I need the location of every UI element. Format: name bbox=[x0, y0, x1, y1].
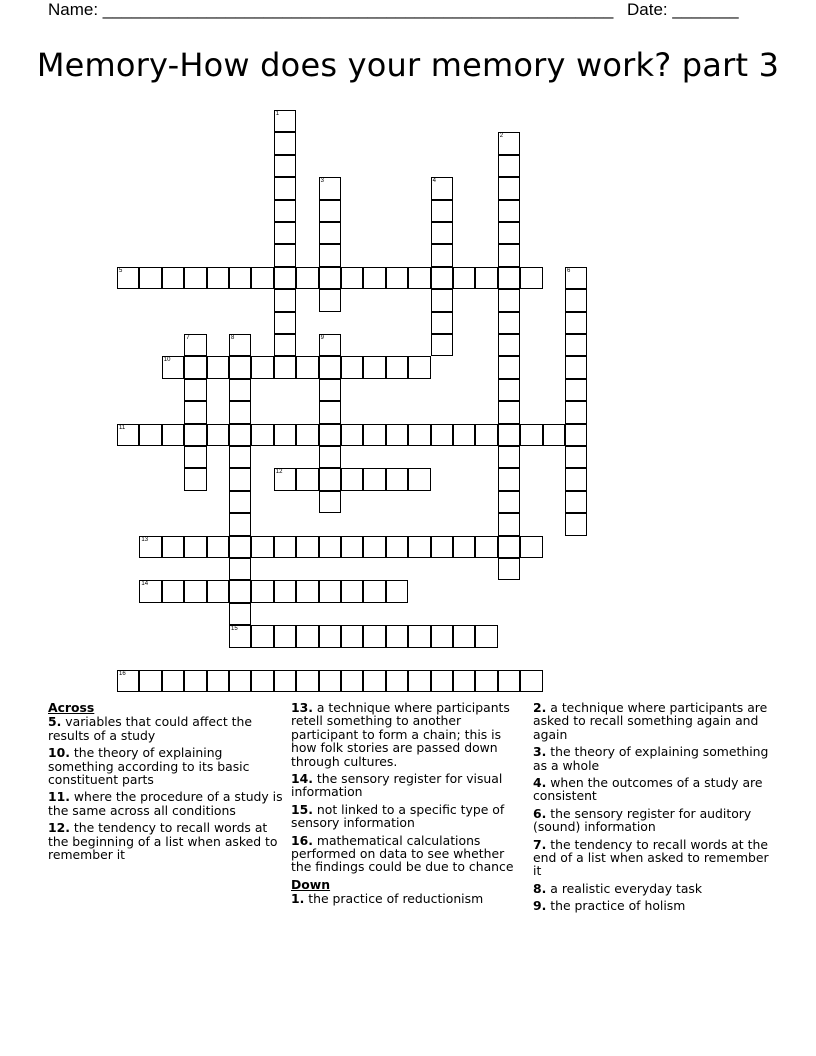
crossword-cell[interactable] bbox=[251, 536, 273, 558]
crossword-cell[interactable] bbox=[229, 603, 251, 625]
crossword-cell[interactable] bbox=[498, 155, 520, 177]
clue-item bbox=[533, 807, 769, 834]
crossword-cell[interactable] bbox=[520, 536, 542, 558]
crossword-cell[interactable] bbox=[184, 424, 206, 446]
clue-text: the theory of explaining something according to its basic constituent parts bbox=[48, 745, 250, 788]
crossword-cell[interactable] bbox=[498, 334, 520, 356]
crossword-cell[interactable] bbox=[162, 267, 184, 289]
crossword-cell[interactable] bbox=[251, 267, 273, 289]
clue-text: mathematical calculations performed on data to see whether the findings could be due to chance bbox=[291, 832, 514, 875]
page-title: Memory-How does your memory work? part 3 bbox=[36, 46, 780, 84]
crossword-cell[interactable] bbox=[184, 468, 206, 490]
clue-number-label: 5. bbox=[48, 714, 62, 730]
crossword-cell[interactable] bbox=[296, 267, 318, 289]
crossword-cell[interactable] bbox=[363, 580, 385, 602]
date-field: Date: _______ bbox=[627, 0, 739, 19]
clue-item bbox=[533, 776, 769, 803]
clue-text: the tendency to recall words at the beginning of a list when asked to remember it bbox=[48, 820, 278, 863]
crossword-cell[interactable] bbox=[431, 670, 453, 692]
crossword-cell[interactable] bbox=[498, 267, 520, 289]
crossword-cell[interactable] bbox=[431, 244, 453, 266]
crossword-cell[interactable] bbox=[319, 222, 341, 244]
crossword-cell[interactable] bbox=[319, 177, 341, 199]
clue-item bbox=[48, 790, 284, 817]
crossword-cell[interactable] bbox=[207, 536, 229, 558]
crossword-cell[interactable] bbox=[341, 424, 363, 446]
crossword-cell[interactable] bbox=[498, 132, 520, 154]
crossword-cell[interactable] bbox=[162, 356, 184, 378]
crossword-cell[interactable] bbox=[408, 267, 430, 289]
crossword-cell[interactable] bbox=[498, 558, 520, 580]
down-clue-list bbox=[291, 892, 527, 905]
crossword-cell[interactable] bbox=[498, 513, 520, 535]
crossword-cell[interactable] bbox=[274, 267, 296, 289]
crossword-cell[interactable] bbox=[319, 424, 341, 446]
crossword-cell[interactable] bbox=[296, 356, 318, 378]
crossword-cell[interactable] bbox=[341, 267, 363, 289]
crossword-cell[interactable] bbox=[453, 267, 475, 289]
clue-text: a realistic everyday task bbox=[546, 880, 703, 896]
crossword-cell[interactable] bbox=[184, 334, 206, 356]
crossword-cell[interactable] bbox=[341, 580, 363, 602]
crossword-cell[interactable] bbox=[565, 379, 587, 401]
clue-number: 8 bbox=[231, 335, 235, 341]
clue-text: the theory of explaining something as a whole bbox=[533, 744, 769, 773]
clue-number: 13 bbox=[141, 536, 149, 543]
clue-item bbox=[533, 701, 769, 741]
clue-text: the sensory register for visual information bbox=[291, 771, 503, 800]
crossword-cell[interactable] bbox=[341, 670, 363, 692]
crossword-cell[interactable] bbox=[408, 468, 430, 490]
down-clue-list-continued bbox=[533, 701, 769, 913]
crossword-cell[interactable] bbox=[117, 267, 139, 289]
crossword-cell[interactable] bbox=[498, 177, 520, 199]
crossword-cell[interactable] bbox=[475, 536, 497, 558]
clue-item bbox=[291, 772, 527, 799]
crossword-cell[interactable] bbox=[139, 670, 161, 692]
crossword-cell[interactable] bbox=[117, 424, 139, 446]
clue-item bbox=[291, 803, 527, 830]
crossword-cell[interactable] bbox=[453, 625, 475, 647]
clue-number-label: 16. bbox=[291, 832, 313, 848]
clue-number-label: 3. bbox=[533, 744, 547, 760]
crossword-cell[interactable] bbox=[162, 424, 184, 446]
clue-number: 9 bbox=[320, 335, 324, 341]
clue-text: where the procedure of a study is the same across all conditions bbox=[48, 789, 283, 818]
clue-number: 11 bbox=[119, 424, 126, 431]
crossword-cell[interactable] bbox=[274, 536, 296, 558]
crossword-cell[interactable] bbox=[319, 536, 341, 558]
crossword-cell[interactable] bbox=[274, 155, 296, 177]
crossword-cell[interactable] bbox=[229, 379, 251, 401]
clue-number: 4 bbox=[432, 178, 436, 185]
crossword-cell[interactable] bbox=[475, 424, 497, 446]
clue-number-label: 8. bbox=[533, 880, 547, 896]
crossword-cell[interactable] bbox=[453, 536, 475, 558]
crossword-cell[interactable] bbox=[363, 356, 385, 378]
crossword-cell[interactable] bbox=[139, 536, 161, 558]
crossword-cell[interactable] bbox=[453, 670, 475, 692]
clue-number-label: 11. bbox=[48, 789, 70, 805]
crossword-cell[interactable] bbox=[363, 468, 385, 490]
crossword-cell[interactable] bbox=[498, 424, 520, 446]
crossword-cell[interactable] bbox=[431, 312, 453, 334]
crossword-cell[interactable] bbox=[296, 625, 318, 647]
crossword-cell[interactable] bbox=[319, 625, 341, 647]
crossword-cell[interactable] bbox=[274, 110, 296, 132]
crossword-cell[interactable] bbox=[408, 424, 430, 446]
crossword-cell[interactable] bbox=[229, 468, 251, 490]
crossword-cell[interactable] bbox=[498, 289, 520, 311]
crossword-cell[interactable] bbox=[184, 580, 206, 602]
clue-item bbox=[48, 746, 284, 786]
crossword-cell[interactable] bbox=[229, 625, 251, 647]
clue-number-label: 7. bbox=[533, 836, 547, 852]
crossword-cell[interactable] bbox=[296, 468, 318, 490]
crossword-cell[interactable] bbox=[386, 267, 408, 289]
crossword-cell[interactable] bbox=[274, 289, 296, 311]
clue-item bbox=[291, 701, 527, 768]
crossword-cell[interactable] bbox=[319, 491, 341, 513]
crossword-cell[interactable] bbox=[498, 379, 520, 401]
clue-text: a technique where participants are asked to recall something again and again bbox=[533, 700, 768, 742]
crossword-cell[interactable] bbox=[565, 312, 587, 334]
crossword-cell[interactable] bbox=[162, 580, 184, 602]
crossword-cell[interactable] bbox=[184, 267, 206, 289]
crossword-cell[interactable] bbox=[498, 468, 520, 490]
crossword-cell[interactable] bbox=[274, 424, 296, 446]
clue-item bbox=[48, 715, 284, 742]
crossword-cell[interactable] bbox=[184, 356, 206, 378]
clue-number: 10 bbox=[163, 357, 171, 364]
crossword-cell[interactable] bbox=[363, 267, 385, 289]
crossword-cell[interactable] bbox=[431, 289, 453, 311]
crossword-cell[interactable] bbox=[319, 446, 341, 468]
crossword-cell[interactable] bbox=[498, 401, 520, 423]
crossword-cell[interactable] bbox=[520, 424, 542, 446]
crossword-cell[interactable] bbox=[386, 670, 408, 692]
clue-number: 7 bbox=[186, 335, 190, 341]
crossword-cell[interactable] bbox=[341, 356, 363, 378]
crossword-cell[interactable] bbox=[498, 244, 520, 266]
crossword-cell[interactable] bbox=[296, 580, 318, 602]
crossword-cell[interactable] bbox=[274, 200, 296, 222]
crossword-cell[interactable] bbox=[162, 670, 184, 692]
clue-text: when the outcomes of a study are consistent bbox=[533, 775, 763, 804]
clue-number-label: 12. bbox=[48, 820, 70, 836]
crossword-cell[interactable] bbox=[251, 356, 273, 378]
clue-item bbox=[291, 834, 527, 874]
crossword-cell[interactable] bbox=[565, 513, 587, 535]
crossword-cell[interactable] bbox=[341, 625, 363, 647]
crossword-cell[interactable] bbox=[274, 222, 296, 244]
crossword-cell[interactable] bbox=[207, 267, 229, 289]
crossword-cell[interactable] bbox=[565, 401, 587, 423]
clue-number: 14 bbox=[141, 581, 149, 588]
clue-number-label: 6. bbox=[533, 805, 547, 821]
crossword-cell[interactable] bbox=[498, 356, 520, 378]
crossword-cell[interactable] bbox=[341, 536, 363, 558]
crossword-cell[interactable] bbox=[475, 267, 497, 289]
crossword-cell[interactable] bbox=[319, 401, 341, 423]
crossword-cell[interactable] bbox=[543, 424, 565, 446]
crossword-cell[interactable] bbox=[319, 267, 341, 289]
clue-number: 3 bbox=[320, 178, 324, 185]
clue-number: 6 bbox=[567, 267, 571, 274]
clue-number-label: 9. bbox=[533, 898, 547, 914]
crossword-cell[interactable] bbox=[274, 356, 296, 378]
crossword-cell[interactable] bbox=[431, 424, 453, 446]
crossword-cell[interactable] bbox=[251, 670, 273, 692]
crossword-cell[interactable] bbox=[453, 424, 475, 446]
clue-item bbox=[291, 892, 527, 905]
crossword-cell[interactable] bbox=[408, 625, 430, 647]
crossword-cell[interactable] bbox=[408, 536, 430, 558]
crossword-cell[interactable] bbox=[319, 244, 341, 266]
clues-column-2 bbox=[291, 701, 527, 910]
crossword-cell[interactable] bbox=[251, 580, 273, 602]
crossword-cell[interactable] bbox=[229, 536, 251, 558]
crossword-cell[interactable] bbox=[498, 222, 520, 244]
clue-number-label: 13. bbox=[291, 700, 313, 715]
crossword-cell[interactable] bbox=[207, 580, 229, 602]
clue-item bbox=[533, 899, 769, 912]
crossword-cell[interactable] bbox=[184, 536, 206, 558]
crossword-cell[interactable] bbox=[565, 356, 587, 378]
name-field: Name: ______________________________________________________ bbox=[48, 0, 614, 19]
crossword-cell[interactable] bbox=[274, 312, 296, 334]
crossword-cell[interactable] bbox=[386, 580, 408, 602]
crossword-cell[interactable] bbox=[274, 625, 296, 647]
crossword-cell[interactable] bbox=[319, 356, 341, 378]
clue-number-label: 10. bbox=[48, 745, 70, 761]
clue-number-label: 1. bbox=[291, 891, 305, 907]
clue-number-label: 15. bbox=[291, 801, 313, 817]
clue-number: 5 bbox=[119, 267, 123, 274]
crossword-cell[interactable] bbox=[229, 580, 251, 602]
crossword-cell[interactable] bbox=[431, 334, 453, 356]
clue-item bbox=[533, 745, 769, 772]
clues-column-3 bbox=[533, 701, 769, 917]
crossword-cell[interactable] bbox=[229, 267, 251, 289]
crossword-cell[interactable] bbox=[431, 177, 453, 199]
crossword-cell[interactable] bbox=[274, 670, 296, 692]
crossword-cell[interactable] bbox=[363, 670, 385, 692]
crossword-cell[interactable] bbox=[274, 132, 296, 154]
crossword-cell[interactable] bbox=[229, 424, 251, 446]
crossword-cell[interactable] bbox=[117, 670, 139, 692]
crossword-cell[interactable] bbox=[274, 468, 296, 490]
crossword-cell[interactable] bbox=[386, 468, 408, 490]
crossword-cell[interactable] bbox=[319, 468, 341, 490]
crossword-cell[interactable] bbox=[408, 670, 430, 692]
crossword-cell[interactable] bbox=[565, 446, 587, 468]
crossword-cell[interactable] bbox=[251, 424, 273, 446]
crossword-cell[interactable] bbox=[319, 334, 341, 356]
crossword-cell[interactable] bbox=[498, 200, 520, 222]
down-heading: Down bbox=[291, 876, 331, 892]
clue-number: 15 bbox=[231, 626, 238, 633]
crossword-cell[interactable] bbox=[431, 536, 453, 558]
crossword-cell[interactable] bbox=[319, 580, 341, 602]
crossword-cell[interactable] bbox=[296, 670, 318, 692]
crossword-cell[interactable] bbox=[431, 267, 453, 289]
clue-text: the sensory register for auditory (sound) information bbox=[533, 805, 752, 835]
crossword-cell[interactable] bbox=[341, 468, 363, 490]
crossword-cell[interactable] bbox=[139, 424, 161, 446]
crossword-cell[interactable] bbox=[475, 670, 497, 692]
across-heading: Across bbox=[48, 700, 95, 715]
crossword-cell[interactable] bbox=[431, 200, 453, 222]
clue-number-label: 2. bbox=[533, 700, 547, 715]
across-clue-list bbox=[48, 715, 284, 861]
crossword-cell[interactable] bbox=[229, 446, 251, 468]
clue-text: a technique where participants retell something to another participant to form a chain; this is how folk stories are passed down through cultures. bbox=[291, 700, 510, 769]
clue-number-label: 14. bbox=[291, 771, 313, 787]
crossword-cell[interactable] bbox=[498, 491, 520, 513]
crossword-cell[interactable] bbox=[319, 200, 341, 222]
crossword-cell[interactable] bbox=[229, 670, 251, 692]
crossword-cell[interactable] bbox=[565, 334, 587, 356]
crossword-cell[interactable] bbox=[296, 536, 318, 558]
crossword-cell[interactable] bbox=[565, 468, 587, 490]
crossword-cell[interactable] bbox=[207, 670, 229, 692]
crossword-cell[interactable] bbox=[274, 177, 296, 199]
crossword-cell[interactable] bbox=[386, 536, 408, 558]
crossword-cell[interactable] bbox=[431, 625, 453, 647]
across-clue-list-continued bbox=[291, 701, 527, 874]
crossword-cell[interactable] bbox=[251, 625, 273, 647]
crossword-cell[interactable] bbox=[274, 244, 296, 266]
crossword-cell[interactable] bbox=[408, 356, 430, 378]
crossword-cell[interactable] bbox=[565, 424, 587, 446]
crossword-cell[interactable] bbox=[229, 401, 251, 423]
clue-text: the practice of reductionism bbox=[304, 891, 484, 907]
clue-number: 2 bbox=[499, 133, 504, 140]
crossword-cell[interactable] bbox=[386, 625, 408, 647]
clue-number-label: 4. bbox=[533, 775, 547, 791]
crossword-cell[interactable] bbox=[520, 670, 542, 692]
crossword-cell[interactable] bbox=[184, 379, 206, 401]
clue-item bbox=[48, 821, 284, 861]
crossword-cell[interactable] bbox=[520, 267, 542, 289]
crossword-cell[interactable] bbox=[363, 625, 385, 647]
crossword-cell[interactable] bbox=[565, 491, 587, 513]
crossword-cell[interactable] bbox=[498, 446, 520, 468]
crossword-cell[interactable] bbox=[229, 334, 251, 356]
crossword-cell[interactable] bbox=[386, 424, 408, 446]
crossword-cell[interactable] bbox=[319, 670, 341, 692]
crossword-cell[interactable] bbox=[296, 424, 318, 446]
crossword-cell[interactable] bbox=[162, 536, 184, 558]
crossword-cell[interactable] bbox=[498, 536, 520, 558]
crossword-cell[interactable] bbox=[207, 424, 229, 446]
crossword-cell[interactable] bbox=[319, 289, 341, 311]
crossword-cell[interactable] bbox=[565, 267, 587, 289]
crossword-cell[interactable] bbox=[363, 536, 385, 558]
crossword-cell[interactable] bbox=[274, 580, 296, 602]
clue-item bbox=[533, 882, 769, 895]
crossword-cell[interactable] bbox=[565, 289, 587, 311]
crossword-cell[interactable] bbox=[386, 356, 408, 378]
crossword-cell[interactable] bbox=[184, 446, 206, 468]
clue-number: 1 bbox=[275, 111, 280, 117]
crossword-cell[interactable] bbox=[229, 558, 251, 580]
clue-text: the tendency to recall words at the end of a list when asked to remember it bbox=[533, 836, 769, 879]
crossword-cell[interactable] bbox=[229, 356, 251, 378]
crossword-cell[interactable] bbox=[319, 379, 341, 401]
crossword-cell[interactable] bbox=[139, 580, 161, 602]
clues-column-1 bbox=[48, 701, 284, 865]
crossword-cell[interactable] bbox=[139, 267, 161, 289]
clue-number: 16 bbox=[119, 671, 126, 677]
crossword-cell[interactable] bbox=[229, 513, 251, 535]
crossword-cell[interactable] bbox=[498, 312, 520, 334]
crossword-cell[interactable] bbox=[274, 334, 296, 356]
clue-text: the practice of holism bbox=[546, 898, 686, 914]
crossword-cell[interactable] bbox=[498, 670, 520, 692]
crossword-cell[interactable] bbox=[475, 625, 497, 647]
crossword-cell[interactable] bbox=[207, 356, 229, 378]
clue-number: 12 bbox=[275, 469, 283, 476]
crossword-cell[interactable] bbox=[229, 491, 251, 513]
crossword-cell[interactable] bbox=[431, 222, 453, 244]
crossword-cell[interactable] bbox=[184, 670, 206, 692]
clue-text: variables that could affect the results of a study bbox=[48, 714, 252, 743]
clue-text: not linked to a specific type of sensory information bbox=[291, 801, 505, 831]
crossword-cell[interactable] bbox=[363, 424, 385, 446]
clue-item bbox=[533, 838, 769, 878]
crossword-cell[interactable] bbox=[184, 401, 206, 423]
